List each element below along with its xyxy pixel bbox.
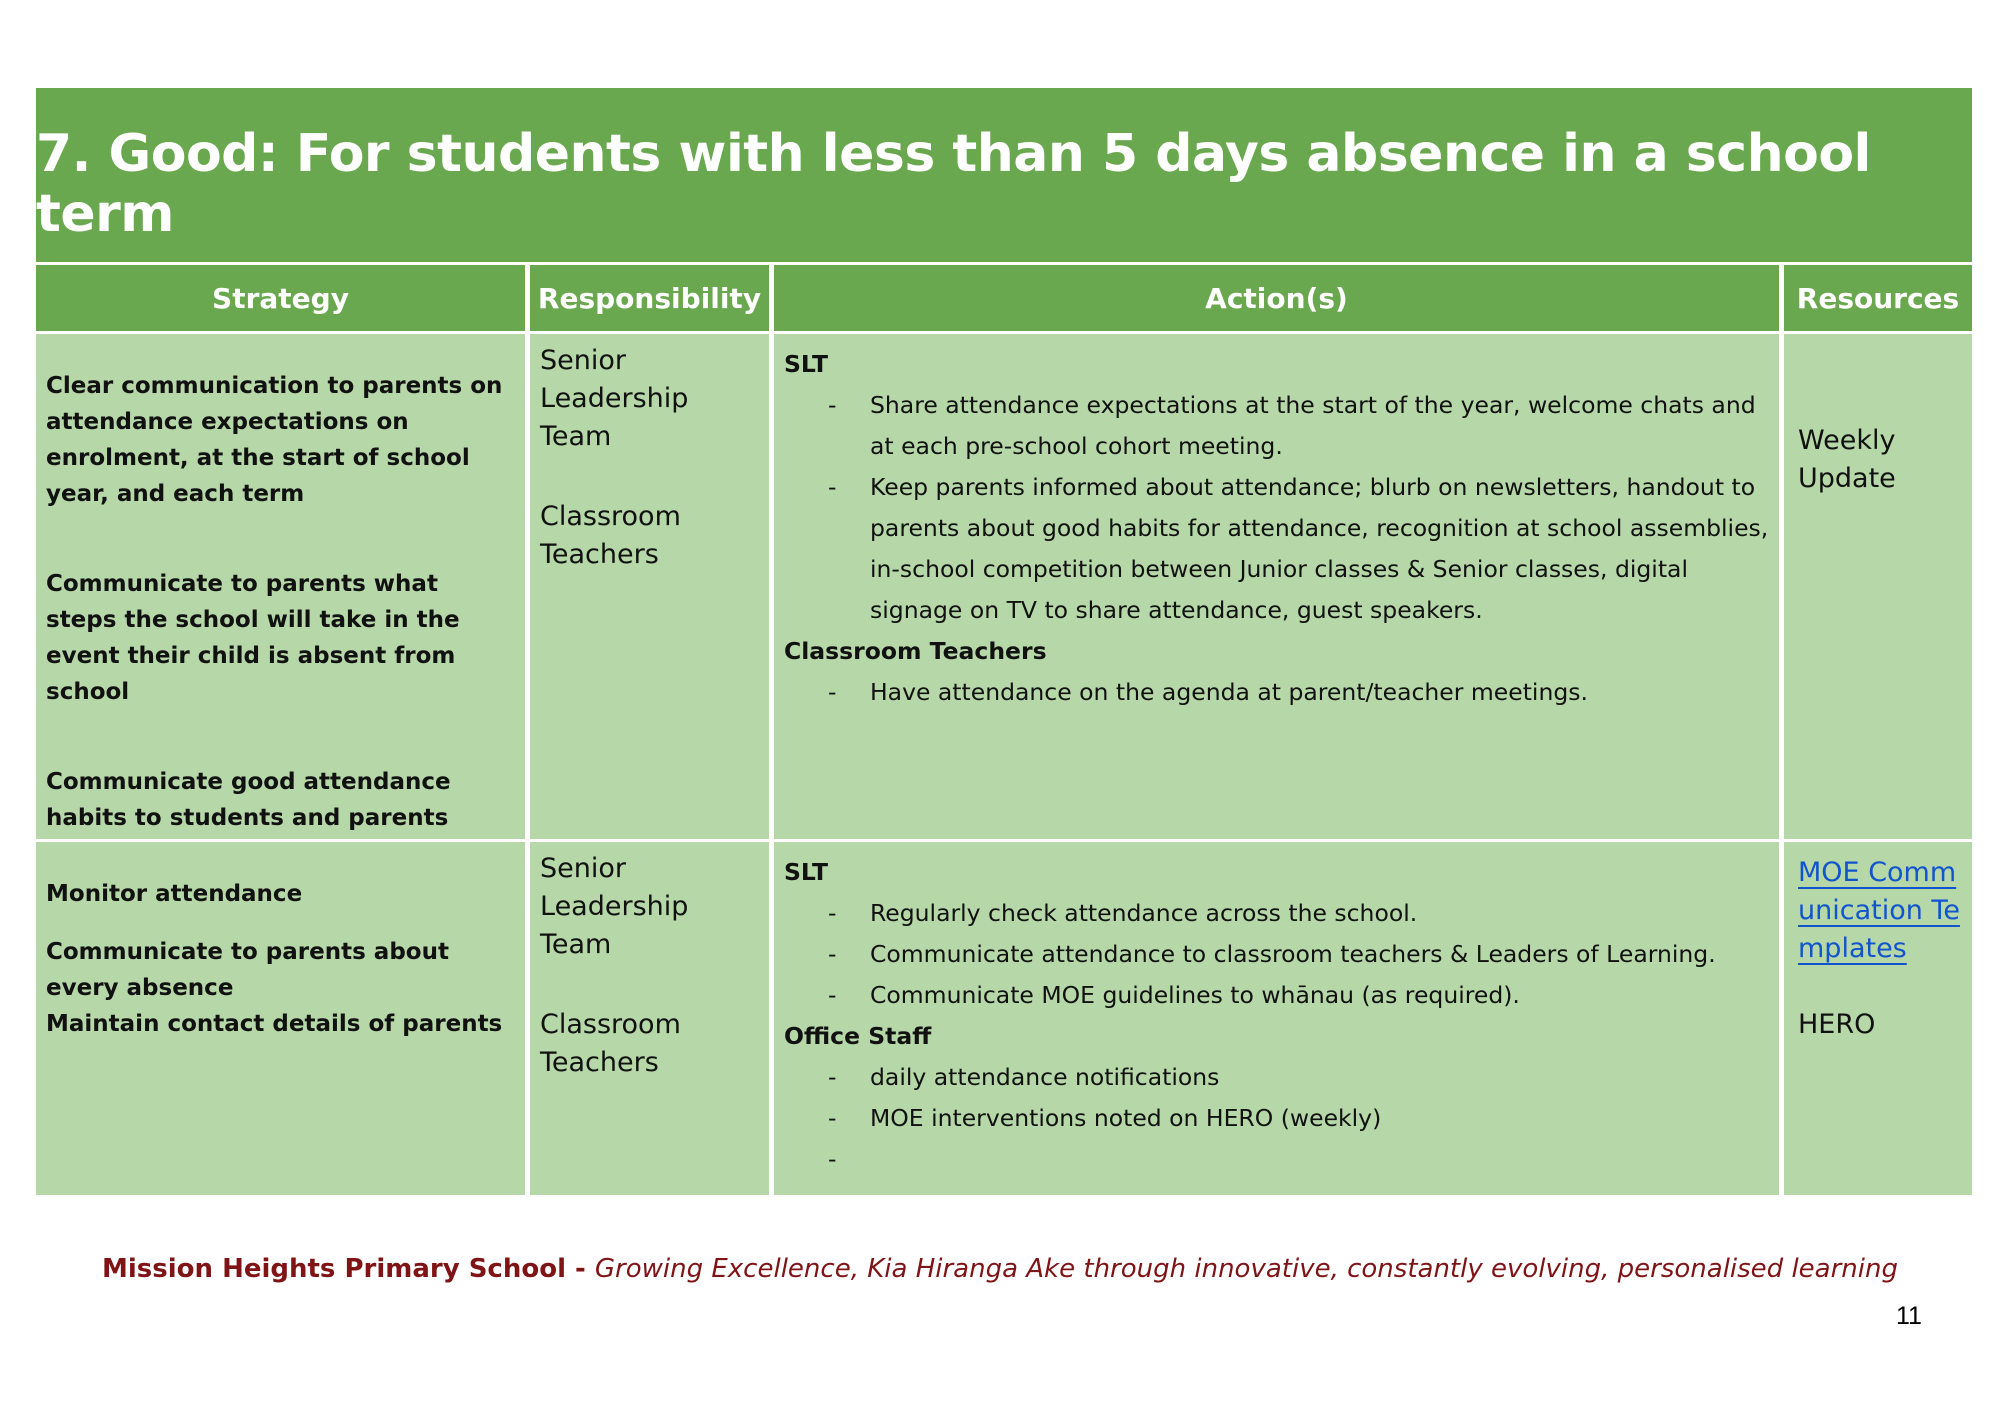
action-item: - Share attendance expectations at the start of the year, welcome chats and at each pre-school cohort meeting.: [828, 391, 1756, 460]
action-item-empty: -: [828, 1145, 837, 1173]
section-title-bar: [36, 88, 1972, 262]
school-motto: Growing Excellence, Kia Hiranga Ake through innovative, constantly evolving, personalised learning: [594, 1254, 1898, 1284]
responsibility-item: Senior Leadership Team: [540, 345, 689, 452]
row1-responsibility-cell: [530, 334, 769, 839]
section-title: 7. Good: For students with less than 5 days absence in a school term: [36, 124, 1871, 244]
strategy-item: Clear communication to parents on attendance expectations on enrolment, at the start of school year, and each term: [46, 373, 503, 507]
column-header-actions: Action(s): [774, 265, 1779, 331]
action-list: [784, 385, 1769, 631]
strategy-item: Communicate to parents what steps the school will take in the event their child is absent from school: [46, 571, 460, 705]
action-list: [784, 893, 1769, 1016]
school-name: Mission Heights Primary School -: [102, 1254, 595, 1284]
action-list: [784, 672, 1769, 713]
resource-item: HERO: [1798, 1009, 1876, 1040]
action-item: - Regularly check attendance across the school.: [828, 899, 1418, 927]
action-item: - Communicate attendance to classroom teachers & Leaders of Learning.: [828, 940, 1716, 968]
responsibility-item: Classroom Teachers: [540, 501, 681, 570]
action-item: - daily attendance notifications: [828, 1063, 1220, 1091]
action-role: SLT: [784, 350, 829, 378]
row1-strategy-cell: [36, 334, 525, 839]
column-header-responsibility: Responsibility: [530, 265, 769, 331]
action-item: - Keep parents informed about attendance; blurb on newsletters, handout to parents about good habits for attendance, recognition at school assemblies, in-school competition between Junior classes & Senior classes, digital signage on TV to share attendance, guest speakers.: [828, 473, 1769, 624]
action-list: [784, 1057, 1769, 1180]
row2-responsibility-cell: [530, 842, 769, 1195]
action-role: SLT: [784, 858, 829, 886]
strategy-item: Communicate good attendance habits to students and parents: [46, 769, 451, 831]
row2-resources-cell: [1784, 842, 1972, 1195]
column-header-strategy: Strategy: [36, 265, 525, 331]
responsibility-item: Senior Leadership Team: [540, 853, 689, 960]
strategy-item: Communicate to parents about every absence: [46, 939, 449, 1001]
strategy-item: Maintain contact details of parents: [46, 1011, 503, 1037]
page-footer: [0, 1254, 2000, 1284]
resource-item: Weekly Update: [1798, 425, 1896, 494]
row1-resources-cell: [1784, 334, 1972, 839]
moe-communication-templates-link[interactable]: MOE Communication Templates: [1798, 857, 1960, 964]
action-role: Office Staff: [784, 1022, 932, 1050]
row2-strategy-cell: [36, 842, 525, 1195]
row2-actions-cell: [774, 842, 1779, 1195]
row1-actions-cell: [774, 334, 1779, 839]
column-header-resources: Resources: [1784, 265, 1972, 331]
page-number: 11: [1896, 1302, 1922, 1330]
action-item: - Communicate MOE guidelines to whānau (as required).: [828, 981, 1520, 1009]
strategy-item: Monitor attendance: [46, 881, 303, 907]
action-item: - MOE interventions noted on HERO (weekly): [828, 1104, 1382, 1132]
responsibility-item: Classroom Teachers: [540, 1009, 681, 1078]
action-role: Classroom Teachers: [784, 637, 1047, 665]
action-item: - Have attendance on the agenda at parent/teacher meetings.: [828, 678, 1588, 706]
